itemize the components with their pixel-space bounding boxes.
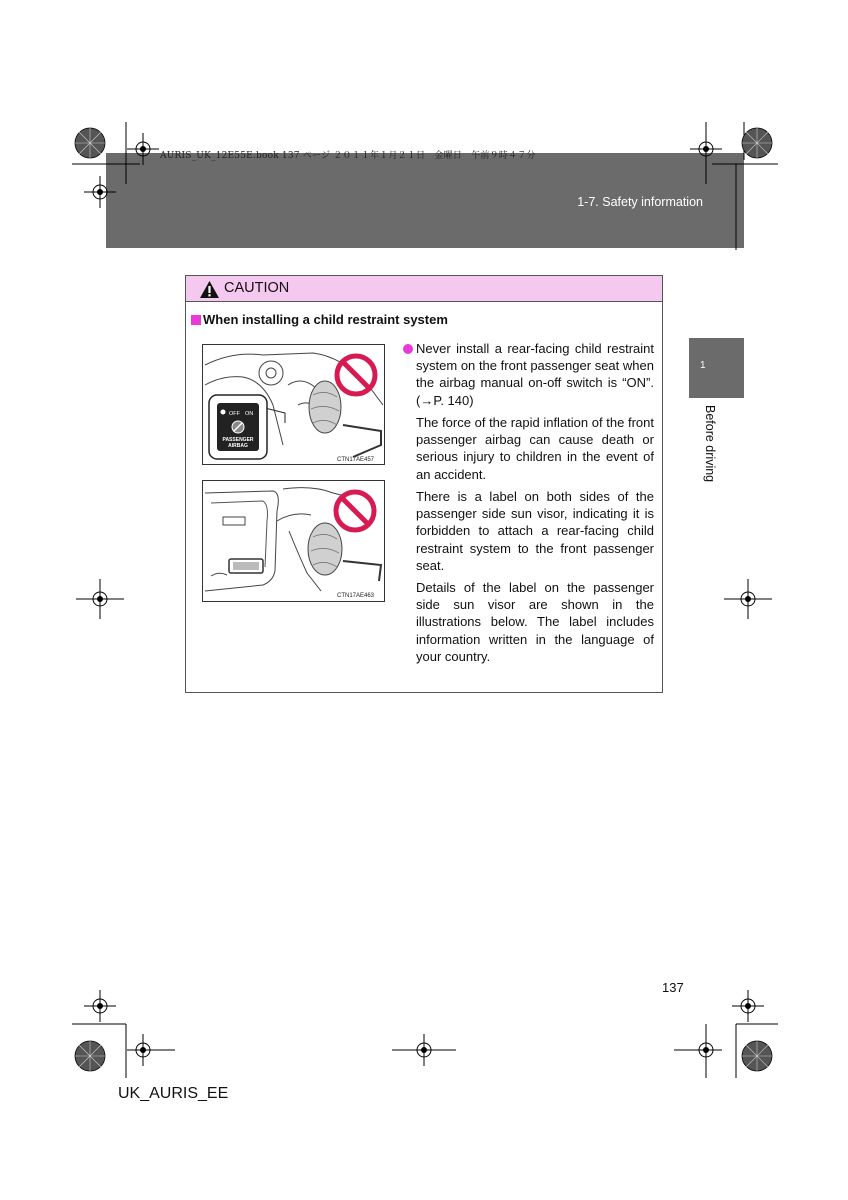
switch-label-line1: PASSENGER [222,437,254,443]
caution-subheading: When installing a child restraint system [203,312,448,327]
paragraph-3: There is a label on both sides of the passenger side sun visor, indicating it is forbidden to attach a rear-facing child restraint system to the front passenger seat. [416,489,654,573]
chapter-label: Before driving [703,405,717,483]
paragraph-4: Details of the label on the passenger side sun visor are shown in the illustrations below. The label includes information written in the language of your country. [416,580,654,664]
chapter-number: 1 [700,360,706,371]
switch-off-label: OFF [229,411,240,417]
paragraph-2: The force of the rapid inflation of the front passenger airbag can cause death or serious injury to children in the event of an accident. [416,415,654,482]
figure-code-2: CTN17AE463 [337,593,375,599]
caution-title: CAUTION [224,280,290,296]
switch-label-line2: AIRBAG [228,443,248,449]
footer-code: UK_AURIS_EE [118,1085,229,1102]
switch-on-label: ON [245,411,254,417]
figure-code-1: CTN17AE457 [337,457,375,463]
section-title: 1-7. Safety information [577,195,703,209]
page-number: 137 [662,980,684,995]
file-info: AURIS_UK_12E55E.book 137 ページ ２０１１年１月２１日 金曜日 午前９時４７分 [160,151,536,161]
paragraph-1: Never install a rear-facing child restraint system on the front passenger seat when the airbag manual on-off switch is “ON”. (→P. 140) [416,341,654,408]
